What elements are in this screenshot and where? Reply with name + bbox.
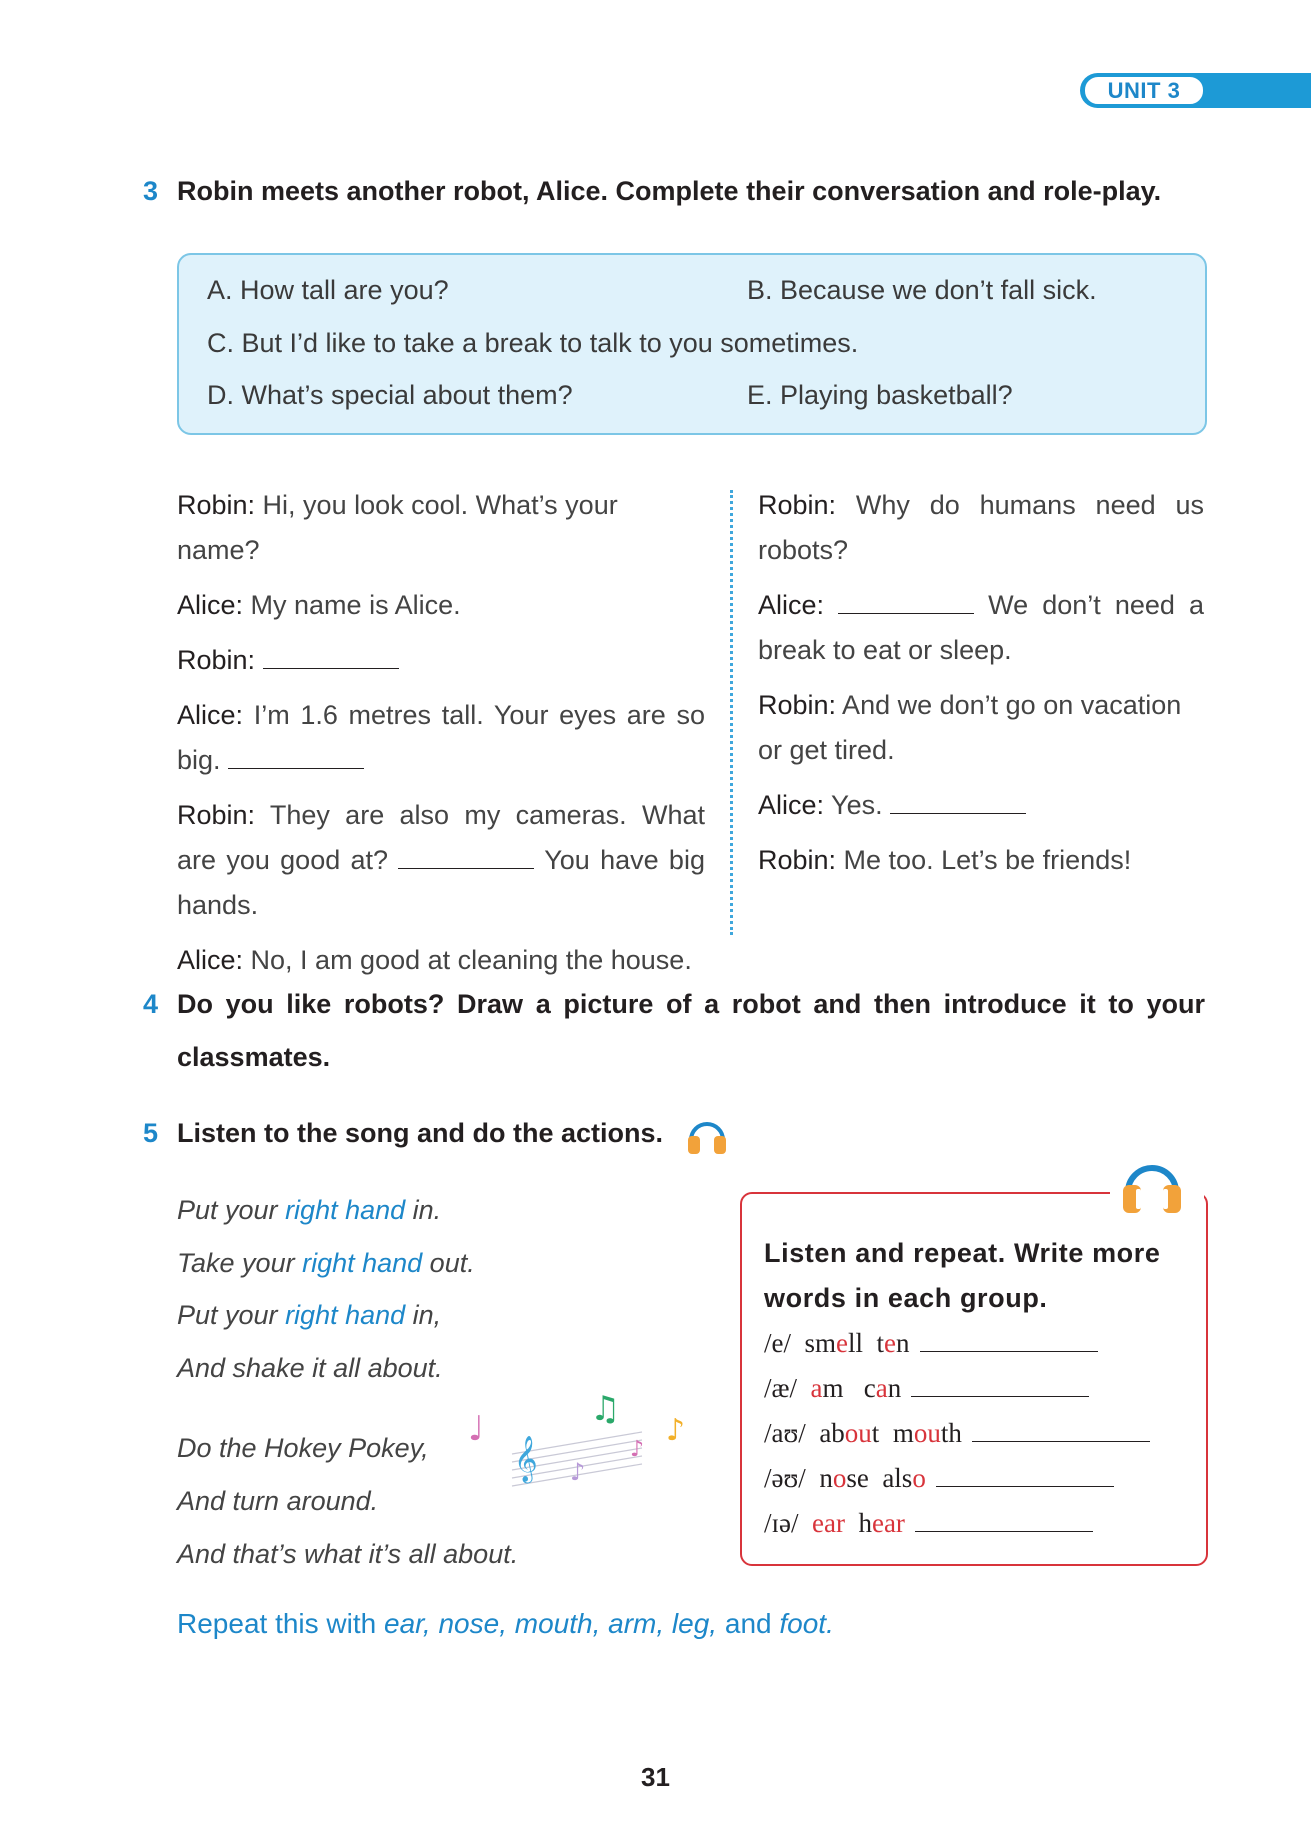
phonics-row: /æ/ am can xyxy=(764,1373,1089,1404)
dialogue-left xyxy=(177,483,705,983)
dialogue-line: break to eat or sleep. xyxy=(758,635,1012,665)
answer-blank[interactable] xyxy=(263,646,399,669)
column-divider xyxy=(730,490,733,935)
answer-line[interactable] xyxy=(915,1513,1093,1532)
answer-line[interactable] xyxy=(936,1468,1114,1487)
answer-line[interactable] xyxy=(911,1378,1089,1397)
exercise-number: 4 xyxy=(143,989,159,1019)
song-line: Put your right hand in. xyxy=(177,1195,442,1225)
options-box xyxy=(177,253,1207,435)
unit-label: UNIT 3 xyxy=(1084,76,1204,105)
svg-text:♪: ♪ xyxy=(570,1458,586,1486)
exercise-5-heading xyxy=(143,1118,663,1149)
svg-text:♩: ♩ xyxy=(468,1409,485,1449)
exercise-instruction: Do you like robots? Draw a picture of a robot and then introduce it to your xyxy=(177,989,1205,1019)
answer-blank[interactable] xyxy=(398,846,534,869)
answer-line[interactable] xyxy=(972,1423,1150,1442)
dialogue-line: Alice: No, I am good at cleaning the house. xyxy=(177,945,692,975)
song-line: And shake it all about. xyxy=(177,1353,443,1383)
dialogue-line: big. xyxy=(177,738,705,783)
exercise-4-heading-cont: classmates. xyxy=(177,1042,331,1072)
svg-text:♫: ♫ xyxy=(590,1389,621,1429)
phonics-title: words in each group. xyxy=(764,1283,1048,1313)
option-b: B. Because we don’t fall sick. xyxy=(747,275,1097,305)
repeat-instruction: Repeat this with ear, nose, mouth, arm, leg, and foot. xyxy=(177,1608,834,1639)
answer-blank[interactable] xyxy=(838,591,974,614)
dialogue-line: are you good at? You have big xyxy=(177,845,705,875)
headphones-icon[interactable] xyxy=(685,1114,729,1156)
dialogue-line: Robin: xyxy=(177,638,705,683)
dialogue-line: Alice: My name is Alice. xyxy=(177,590,461,620)
dialogue-line: Robin: Me too. Let’s be friends! xyxy=(758,845,1132,875)
option-e: E. Playing basketball? xyxy=(747,380,1013,410)
answer-blank[interactable] xyxy=(228,746,364,769)
option-c: C. But I’d like to take a break to talk to you sometimes. xyxy=(207,328,859,358)
dialogue-line: Alice: Yes. xyxy=(758,783,1204,828)
svg-text:♪: ♪ xyxy=(630,1437,645,1462)
song-line: Take your right hand out. xyxy=(177,1248,475,1278)
music-notes-icon xyxy=(462,1384,698,1496)
dialogue-line: Robin: And we don’t go on vacation xyxy=(758,690,1182,720)
exercise-number: 5 xyxy=(143,1118,159,1148)
song-line: And turn around. xyxy=(177,1486,379,1516)
exercise-4-heading xyxy=(143,989,1205,1020)
dialogue-line: Robin: Hi, you look cool. What’s your name? xyxy=(177,490,618,565)
dialogue-line: Robin: They are also my cameras. What xyxy=(177,800,705,830)
unit-tab xyxy=(1080,73,1311,108)
dialogue-line: Robin: Why do humans need us xyxy=(758,490,1204,520)
phonics-row: /ɪə/ ear hear xyxy=(764,1508,1093,1539)
dialogue-line: robots? xyxy=(758,535,849,565)
dialogue-line: or get tired. xyxy=(758,735,895,765)
exercise-instruction: Robin meets another robot, Alice. Complete their conversation and role-play. xyxy=(177,176,1162,206)
phonics-title: Listen and repeat. Write more xyxy=(764,1238,1161,1268)
svg-text:𝄞: 𝄞 xyxy=(514,1436,538,1482)
dialogue-line: Alice: I’m 1.6 metres tall. Your eyes are so xyxy=(177,700,705,730)
phonics-row: /aʊ/ about mouth xyxy=(764,1418,1150,1449)
song-line: Do the Hokey Pokey, xyxy=(177,1433,429,1463)
phonics-row: /əʊ/ nose also xyxy=(764,1463,1114,1494)
headphones-icon[interactable] xyxy=(1118,1152,1186,1216)
dialogue-line: hands. xyxy=(177,890,259,920)
dialogue-right xyxy=(758,483,1204,883)
page-number: 31 xyxy=(641,1762,670,1792)
exercise-number: 3 xyxy=(143,176,159,206)
option-a: A. How tall are you? xyxy=(207,275,449,305)
answer-blank[interactable] xyxy=(890,791,1026,814)
song-line: Put your right hand in, xyxy=(177,1300,442,1330)
option-d: D. What’s special about them? xyxy=(207,380,573,410)
svg-text:♪: ♪ xyxy=(666,1413,686,1448)
dialogue-line: Alice: We don’t need a xyxy=(758,590,1204,620)
exercise-3-heading xyxy=(143,176,1161,207)
song-line: And that’s what it’s all about. xyxy=(177,1539,519,1569)
phonics-row: /e/ smell ten xyxy=(764,1328,1098,1359)
answer-line[interactable] xyxy=(920,1333,1098,1352)
exercise-instruction: Listen to the song and do the actions. xyxy=(177,1118,664,1148)
